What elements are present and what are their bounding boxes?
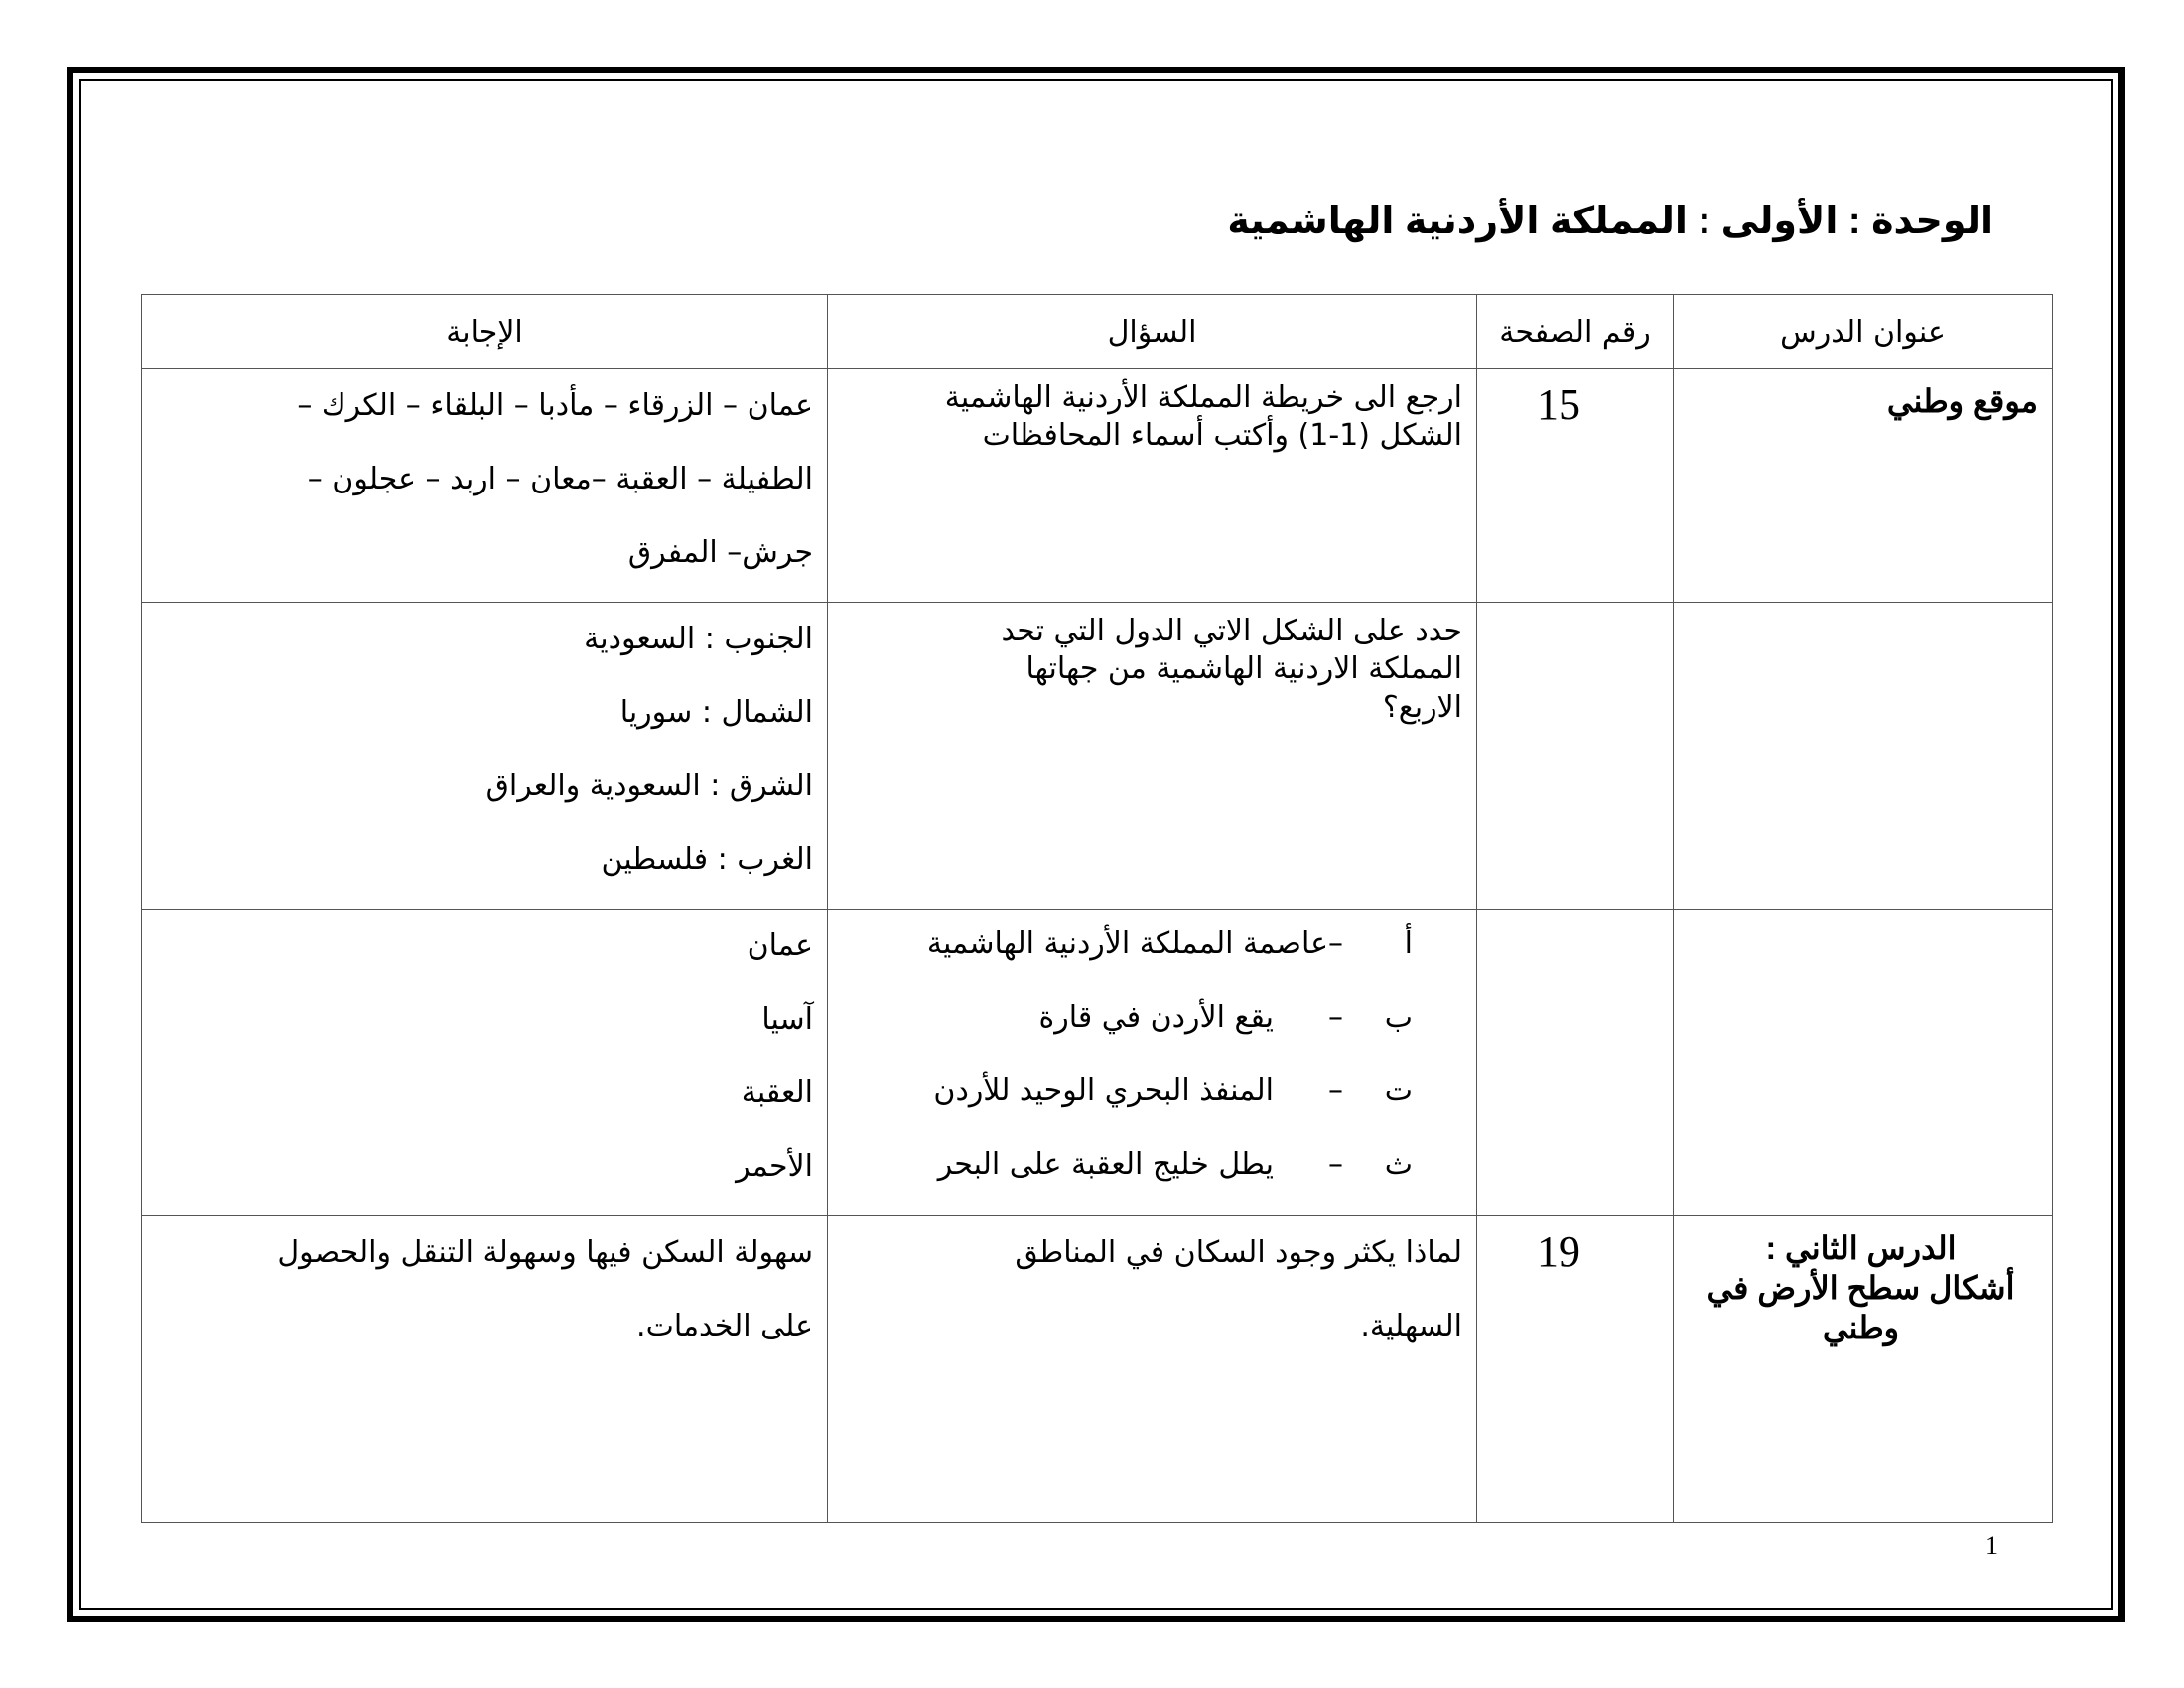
page-number-cell: 15 — [1477, 369, 1674, 603]
sub-question — [838, 1140, 1462, 1213]
sub-question-letter: ت — [1384, 1073, 1413, 1108]
sub-question-dash: – — [1328, 1147, 1343, 1182]
sub-question-letter: ب — [1384, 1000, 1413, 1035]
question-cell — [828, 1216, 1477, 1523]
sub-question-dash: – — [1328, 1000, 1343, 1035]
table-row — [142, 1216, 2053, 1523]
table-header-row — [142, 295, 2053, 369]
answer-line: الشمال : سوريا — [619, 695, 813, 730]
lesson-title-line: أشكال سطح الأرض في — [1706, 1270, 2015, 1306]
sub-question — [838, 1066, 1462, 1140]
sub-question-text: –عاصمة المملكة الأردنية الهاشمية — [926, 926, 1343, 961]
page-number-cell — [1477, 910, 1674, 1216]
table-row — [142, 369, 2053, 603]
sub-question-dash: – — [1328, 1073, 1343, 1108]
lesson-title-line: الدرس الثاني : — [1765, 1230, 1957, 1266]
answer-line: جرش– المفرق — [627, 535, 813, 570]
sub-question-text: المنفذ البحري الوحيد للأردن — [933, 1073, 1274, 1108]
answer-cell — [142, 1216, 828, 1523]
question-line: حدد على الشكل الاتي الدول التي تحد — [1001, 614, 1462, 648]
lesson-title-cell: موقع وطني — [1674, 369, 2053, 603]
sub-question-text: يقع الأردن في قارة — [1038, 1000, 1274, 1035]
question-line: السهلية. — [1360, 1309, 1462, 1343]
question-line: المملكة الاردنية الهاشمية من جهاتها — [1025, 651, 1462, 687]
answer-cell — [142, 910, 828, 1216]
answer-line: على الخدمات. — [636, 1309, 813, 1343]
question-line: الشكل (1-1) وأكتب أسماء المحافظات — [982, 418, 1462, 454]
header-answer: الإجابة — [142, 295, 828, 369]
answer-cell — [142, 603, 828, 910]
header-page-number: رقم الصفحة — [1477, 295, 1674, 369]
answer-line: آسيا — [761, 1002, 813, 1037]
sub-question — [838, 919, 1462, 993]
answer-line: العقبة — [741, 1075, 813, 1110]
lesson-title-cell — [1674, 1216, 2053, 1523]
header-lesson-title: عنوان الدرس — [1674, 295, 2053, 369]
answer-line: الأحمر — [736, 1149, 813, 1184]
lesson-title-cell — [1674, 910, 2053, 1216]
lesson-title-line: وطني — [1822, 1310, 1900, 1345]
answer-line: الغرب : فلسطين — [601, 842, 813, 877]
question-cell — [828, 910, 1477, 1216]
answer-line: عمان — [747, 928, 813, 963]
question-line: الاربع؟ — [1382, 689, 1462, 725]
question-line: ارجع الى خريطة المملكة الأردنية الهاشمية — [944, 380, 1462, 415]
lesson-questions-table — [141, 294, 2053, 1523]
table-row — [142, 910, 2053, 1216]
answer-line: عمان – الزرقاء – مأدبا – البلقاء – الكرك – — [297, 388, 813, 423]
answer-line: الطفيلة – العقبة –معان – اربد – عجلون – — [307, 462, 813, 496]
sub-question-text: يطل خليج العقبة على البحر — [937, 1147, 1274, 1182]
answer-cell — [142, 369, 828, 603]
answer-line: الجنوب : السعودية — [584, 622, 813, 656]
header-question: السؤال — [828, 295, 1477, 369]
question-cell — [828, 603, 1477, 910]
page-number-cell — [1477, 603, 1674, 910]
page-number-cell: 19 — [1477, 1216, 1674, 1523]
sub-question-letter: ث — [1384, 1147, 1413, 1182]
page-number: 1 — [1985, 1531, 1998, 1560]
sub-question-letter: أ — [1404, 926, 1413, 961]
sub-question — [838, 993, 1462, 1066]
answer-line: الشرق : السعودية والعراق — [485, 769, 813, 803]
question-line: لماذا يكثر وجود السكان في المناطق — [1015, 1235, 1462, 1270]
table-row — [142, 603, 2053, 910]
lesson-title-cell — [1674, 603, 2053, 910]
question-cell — [828, 369, 1477, 603]
unit-title: الوحدة : الأولى : المملكة الأردنية الهاشمية — [1227, 201, 1993, 242]
answer-line: سهولة السكن فيها وسهولة التنقل والحصول — [277, 1235, 813, 1270]
